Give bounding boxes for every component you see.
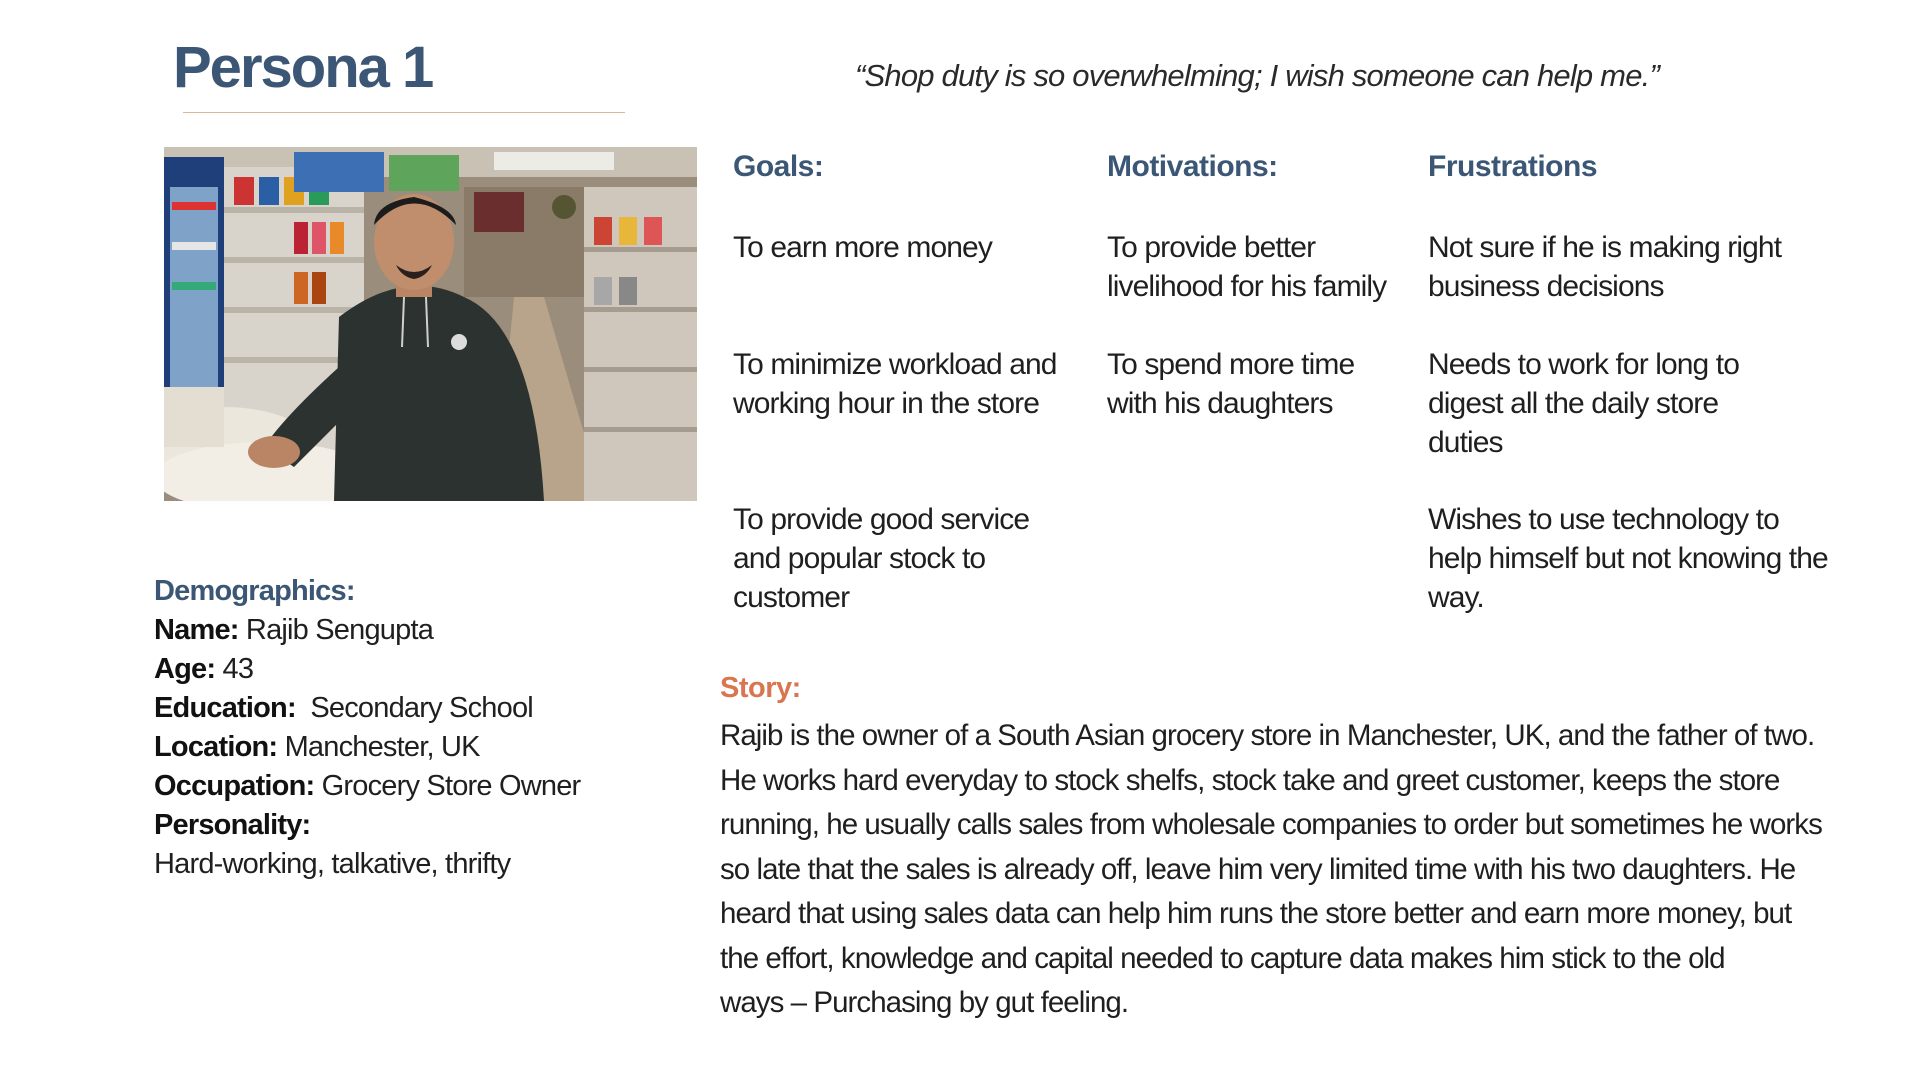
demographics-block <box>154 572 580 884</box>
motivations-heading: Motivations: <box>1107 150 1278 183</box>
persona-quote: “Shop duty is so overwhelming; I wish someone can help me.” <box>855 58 1659 93</box>
frustration-item: Wishes to use technology to help himself but not knowing the way. <box>1428 503 1828 614</box>
story-text <box>720 714 1870 1026</box>
name-label: Name: <box>154 614 239 646</box>
persona-photo <box>164 147 697 501</box>
demographics-heading: Demographics: <box>154 575 355 607</box>
personality-label: Personality: <box>154 809 311 841</box>
story-line: running, he usually calls sales from wholesale companies to order but sometimes he works <box>720 808 1822 841</box>
goal-item: To provide good service and popular stock to customer <box>733 503 1030 614</box>
education-label: Education: <box>154 692 296 724</box>
education-value: Secondary School <box>310 692 533 724</box>
story-line: the effort, knowledge and capital needed to capture data makes him stick to the old <box>720 941 1725 975</box>
occupation-label: Occupation: <box>154 770 315 802</box>
age-value: 43 <box>222 653 254 685</box>
education-row <box>154 689 580 728</box>
story-line: so late that the sales is already off, leave him very limited time with his two daughters. He <box>720 852 1796 886</box>
goal-item: To earn more money <box>733 231 992 264</box>
story-line: He works hard everyday to stock shelfs, stock take and greet customer, keeps the store <box>720 763 1780 797</box>
title-divider <box>183 112 625 113</box>
story-line: ways – Purchasing by gut feeling. <box>720 986 1129 1019</box>
personality-row <box>154 806 580 845</box>
story-line: Rajib is the owner of a South Asian grocery store in Manchester, UK, and the father of two. <box>720 719 1815 752</box>
goals-heading: Goals: <box>733 150 824 183</box>
personality-value: Hard-working, talkative, thrifty <box>154 848 511 880</box>
frustrations-heading: Frustrations <box>1428 150 1598 183</box>
occupation-row <box>154 767 580 806</box>
location-label: Location: <box>154 731 278 763</box>
location-row <box>154 728 580 767</box>
age-row <box>154 650 580 689</box>
location-value: Manchester, UK <box>284 731 480 763</box>
story-line: heard that using sales data can help him runs the store better and earn more money, but <box>720 897 1792 930</box>
motivation-item: To spend more time with his daughters <box>1107 348 1355 420</box>
page-title: Persona 1 <box>173 35 433 100</box>
name-row <box>154 611 580 650</box>
motivation-item: To provide better livelihood for his family <box>1107 231 1387 303</box>
age-label: Age: <box>154 653 216 685</box>
frustration-item: Needs to work for long to digest all the daily store duties <box>1428 348 1740 459</box>
goal-item: To minimize workload and working hour in the store <box>733 348 1057 420</box>
store-owner-photo-illustration <box>164 147 697 501</box>
story-heading: Story: <box>720 672 801 704</box>
frustration-item: Not sure if he is making right business decisions <box>1428 231 1782 303</box>
name-value: Rajib Sengupta <box>245 614 434 646</box>
occupation-value: Grocery Store Owner <box>321 770 581 802</box>
